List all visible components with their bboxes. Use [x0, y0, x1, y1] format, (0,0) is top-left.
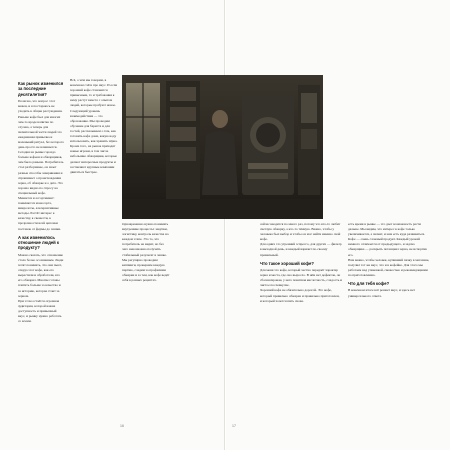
right-column-2	[348, 222, 430, 412]
paragraph: есть время в рынке — это дает возможность расти дальше. Мы видим, что интерес к кофе только увеличивается, а значит, и нам есть куда развиваться.	[348, 222, 425, 237]
right-column-1	[260, 222, 342, 412]
paragraph: Кроме того, на рынок приходят новые игроки, в том числе небольшие обжарщики, которые делают интересные продукты и заставляют крупные компании двигаться быстрее.	[70, 144, 117, 174]
photo-roastery-interior-icon	[122, 75, 323, 219]
page-number: 17	[232, 424, 236, 428]
paragraph: Следующий уровень взаимодействия — это образование. Мы проводим обучение для бариста и для гостей, рассказываем о том, как готовить кофе дома, какую воду использовать, как хранить зёрна.	[70, 108, 118, 144]
section-heading: Как рынок изменился за последние десятилетия?	[18, 81, 64, 97]
paragraph: Для одних это утренний эспрессо, для других — фильтр в выходной день, и каждый вариант по-своему правильный.	[260, 242, 342, 257]
section-heading: А как изменилось отношение людей к продукту?	[18, 234, 60, 251]
section-heading: Что такое хороший кофе?	[260, 260, 314, 266]
paragraph: Нам важно, чтобы человек, купивший пачку в магазине, получил тот же вкус, что и в кофейне. Для этого мы работаем над упаковкой, свежестью и рекомендациями по приготовлению.	[348, 257, 430, 277]
paragraph: Сегодня на рынке гораздо больше кофеен и обжарщиков, чем было раньше. Потребитель стал разборчивее, он знает разные способы заваривания и спрашивает о происхождении зерна, об обжарке и о дате. Это хорошо видно по спросу на специальный кофе.	[18, 150, 64, 195]
paragraph: Для меня это кофе, который честно передаёт характер зерна и места, где оно выросло. В нём нет дефектов, он сбалансирован, у него понятная кислотность, сладость и чистое послевкусие.	[260, 268, 342, 288]
paragraph: Мы регулярно проводим каппинги, проверяем каждую партию, следим за профилями обжарки и за тем, как кофе ведёт себя в разных рецептах.	[122, 257, 170, 283]
paragraph: Полагаю, что вопрос этот важен, и я постараюсь не уходить в общие рассуждения. Раньше кофе был для многих чем-то вроде напитка по случаю, а теперь для значительной части людей это ежедневная привычка и маленький ритуал, без которого день просто не начинается.	[18, 99, 64, 150]
paragraph: Хороший кофе не обязательно дорогой. Это кофе, который правильно обжарен и правильно приготовлен, и который хочется пить снова.	[260, 288, 340, 303]
paragraph: сейчас вводится по много раз, потому что кто-то любит светлую обжарку, а кто-то тёмную. Важно, чтобы у человека был выбор и чтобы он мог найти именно свой кофе.	[260, 222, 341, 242]
right-page	[226, 0, 450, 450]
left-column-2	[70, 78, 118, 358]
section-heading: Что для тебя кофе?	[348, 281, 390, 287]
paragraph: В конечном итоге всё решает вкус, и здесь нет универсального ответа.	[348, 288, 415, 298]
paragraph: Кофе — очень сложный продукт. Каждый урожай немного отличается от предыдущего, и задача обжарщика — раскрыть потенциал зерна, не испортив его.	[348, 237, 427, 257]
paragraph: Можно сказать, что отношение стало более осознанным. Люди хотят понимать, что они пьют, откуда этот кофе, как его вырастили и обработали, кто его обжарил. Многие готовы платить больше за качество и за историю, которая стоит за зерном.	[18, 252, 64, 298]
paragraph: При этом остаётся огромная аудитория, которой важна доступность и привычный вкус, и рынку нужно работать со всеми.	[18, 298, 62, 324]
left-column-1	[18, 78, 64, 418]
paragraph: Всё, о чём мы говорим, в конечном счёте про вкус. И если хороший кофе становится привычным, то и требования к нему растут вместе с опытом людей, которые пробуют новое.	[70, 78, 118, 108]
left-column-3	[122, 222, 170, 412]
paragraph: Меняется и ассортимент: появляются моносорта, микролоты, альтернативные методы. Растёт интерес к качеству, к свежести, к прозрачности всей цепочки поставок от фермы до чашки.	[18, 196, 61, 231]
page-number: 16	[120, 424, 124, 428]
paragraph: Одновременно нужно понимать внутренние процессы: закупки, логистику, контроль качества на каждом этапе. Это то, что потребитель не видит, но без чего невозможно получить стабильный результат в чашке.	[122, 222, 169, 257]
roastery-photo	[122, 75, 323, 219]
